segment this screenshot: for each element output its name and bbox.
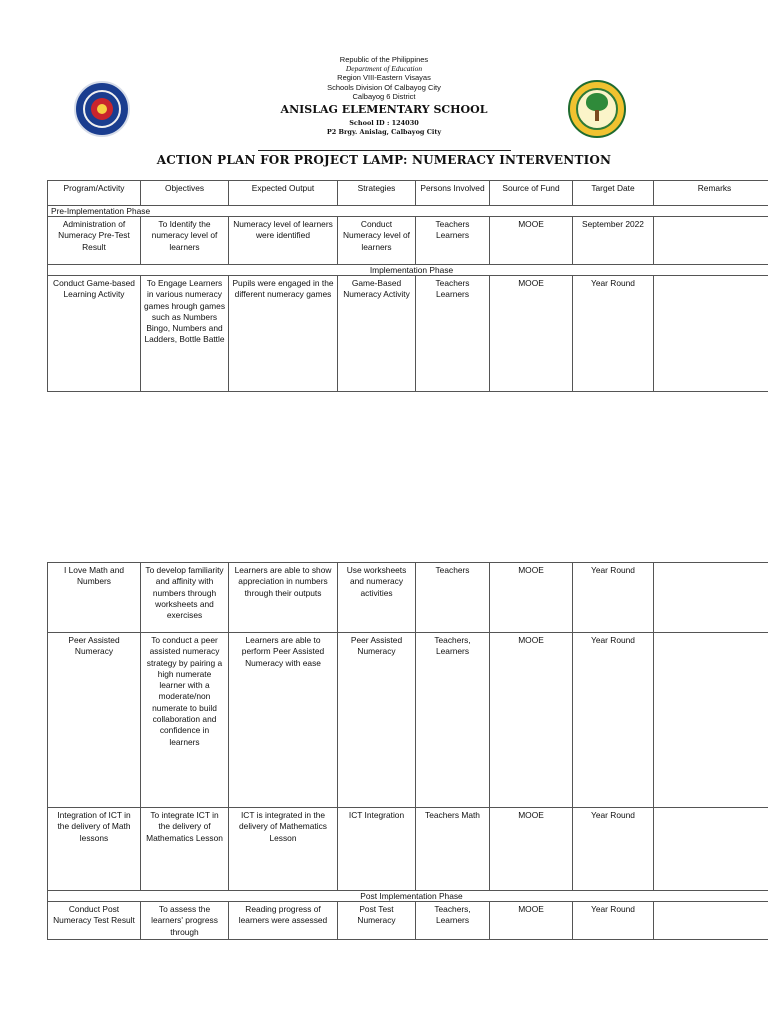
- cell-persons: Teachers Math: [416, 808, 490, 891]
- cell-persons: Teachers, Learners: [416, 902, 490, 940]
- cell-remarks: [654, 808, 768, 891]
- cell-fund: MOOE: [490, 563, 573, 633]
- cell-objectives: To develop familiarity and affinity with numbers through worksheets and exercises: [141, 563, 229, 633]
- cell-date: Year Round: [573, 633, 654, 808]
- cell-strategies: ICT Integration: [338, 808, 416, 891]
- column-header: Target Date: [573, 181, 654, 206]
- cell-strategies: Conduct Numeracy level of learners: [338, 217, 416, 265]
- school-address: P2 Brgy. Anislag, Calbayog City: [326, 128, 442, 137]
- cell-persons: Teachers Learners: [416, 276, 490, 392]
- table-row: [48, 902, 768, 940]
- phase-implementation: Implementation Phase: [48, 265, 768, 276]
- document-title: ACTION PLAN FOR PROJECT LAMP: NUMERACY INTERVENTION: [156, 153, 612, 167]
- cell-date: Year Round: [573, 902, 654, 940]
- cell-output: Learners are able to show appreciation in numbers through their outputs: [229, 563, 338, 633]
- cell-program: Integration of ICT in the delivery of Math lessons: [48, 808, 141, 891]
- action-plan-table-part-2: [47, 562, 768, 940]
- cell-persons: Teachers, Learners: [416, 633, 490, 808]
- cell-date: Year Round: [573, 808, 654, 891]
- column-header: Remarks: [654, 181, 768, 206]
- header-department: Department of Education: [345, 64, 423, 74]
- cell-program: Peer Assisted Numeracy: [48, 633, 141, 808]
- header-district: Calbayog 6 District: [352, 91, 416, 101]
- cell-date: September 2022: [573, 217, 654, 265]
- cell-remarks: [654, 217, 768, 265]
- cell-date: Year Round: [573, 563, 654, 633]
- cell-objectives: To assess the learners' progress through: [141, 902, 229, 940]
- header-republic: Republic of the Philippines: [339, 55, 429, 64]
- cell-fund: MOOE: [490, 633, 573, 808]
- cell-remarks: [654, 633, 768, 808]
- table-row: [48, 808, 768, 891]
- cell-remarks: [654, 276, 768, 392]
- header-region: Region VIII-Eastern Visayas: [337, 73, 431, 83]
- cell-persons: Teachers Learners: [416, 217, 490, 265]
- header-division: Schools Division Of Calbayog City: [327, 82, 441, 92]
- cell-strategies: Peer Assisted Numeracy: [338, 633, 416, 808]
- column-header: Strategies: [338, 181, 416, 206]
- column-header: Program/Activity: [48, 181, 141, 206]
- cell-objectives: To conduct a peer assisted numeracy strategy by pairing a high numerate learner with a moderate/non numerate to build collaboration and confidence in learners: [141, 633, 229, 808]
- column-header: Persons Involved: [416, 181, 490, 206]
- column-header: Expected Output: [229, 181, 338, 206]
- table-row: [48, 633, 768, 808]
- school-name: ANISLAG ELEMENTARY SCHOOL: [280, 103, 488, 117]
- column-header: Objectives: [141, 181, 229, 206]
- phase-pre-implementation: Pre-Implementation Phase: [48, 206, 768, 217]
- cell-output: Numeracy level of learners were identified: [229, 217, 338, 265]
- action-plan-table-part-1: [47, 180, 768, 392]
- cell-output: Learners are able to perform Peer Assisted Numeracy with ease: [229, 633, 338, 808]
- cell-program: Administration of Numeracy Pre-Test Result: [48, 217, 141, 265]
- cell-remarks: [654, 902, 768, 940]
- cell-date: Year Round: [573, 276, 654, 392]
- cell-program: Conduct Post Numeracy Test Result: [48, 902, 141, 940]
- cell-output: Pupils were engaged in the different numeracy games: [229, 276, 338, 392]
- cell-fund: MOOE: [490, 808, 573, 891]
- phase-post-implementation: Post Implementation Phase: [48, 891, 768, 902]
- document-header: [0, 55, 768, 136]
- header-divider: [258, 150, 511, 151]
- cell-fund: MOOE: [490, 276, 573, 392]
- cell-output: Reading progress of learners were assessed: [229, 902, 338, 940]
- cell-fund: MOOE: [490, 902, 573, 940]
- cell-strategies: Use worksheets and numeracy activities: [338, 563, 416, 633]
- cell-strategies: Game-Based Numeracy Activity: [338, 276, 416, 392]
- cell-fund: MOOE: [490, 217, 573, 265]
- cell-output: ICT is integrated in the delivery of Mathematics Lesson: [229, 808, 338, 891]
- cell-strategies: Post Test Numeracy: [338, 902, 416, 940]
- cell-objectives: To Identify the numeracy level of learners: [141, 217, 229, 265]
- table-row: [48, 563, 768, 633]
- table-row: [48, 217, 768, 265]
- school-id: School ID : 124030: [349, 119, 419, 128]
- cell-program: Conduct Game-based Learning Activity: [48, 276, 141, 392]
- column-header: Source of Fund: [490, 181, 573, 206]
- cell-persons: Teachers: [416, 563, 490, 633]
- table-row: [48, 276, 768, 392]
- cell-objectives: To Engage Learners in various numeracy games hrough games such as Numbers Bingo, Numbers and Ladders, Bottle Battle: [141, 276, 229, 392]
- table-header-row: [48, 181, 768, 206]
- cell-remarks: [654, 563, 768, 633]
- cell-program: I Love Math and Numbers: [48, 563, 141, 633]
- cell-objectives: To integrate ICT in the delivery of Mathematics Lesson: [141, 808, 229, 891]
